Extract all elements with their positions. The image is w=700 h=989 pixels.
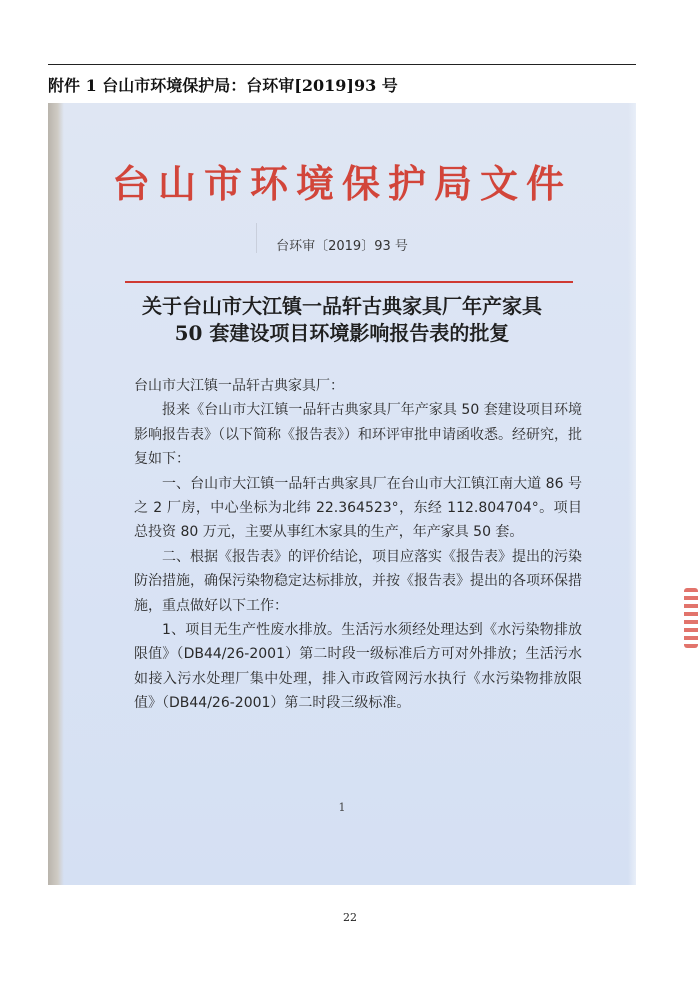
- body-paragraph: 一、台山市大江镇一品轩古典家具厂在台山市大江镇江南大道 86 号之 2 厂房，中心坐标为北纬 22.364523°，东经 112.804704°。项目总投资 80 万元，主要从事红木家具的生产，年产家具 50 套。: [134, 475, 582, 541]
- scan-page-number: 1: [338, 801, 346, 814]
- red-separator-rule: [125, 281, 573, 283]
- body-paragraph: 1、项目无生产性废水排放。生活污水须经处理达到《水污染物排放限值》（DB44/26-2001）第二时段一级标准后方可对外排放；生活污水如接入污水处理厂集中处理，排入市政管网污水执行《水污染物排放限值》（DB44/26-2001）第二时段三级标准。: [134, 622, 582, 712]
- salutation: 台山市大江镇一品轩古典家具厂：: [134, 378, 344, 394]
- page-number: 22: [343, 911, 357, 924]
- scanned-document: [48, 103, 636, 885]
- annex-label: 附件 1 台山市环境保护局：台环审[2019]93 号: [48, 76, 398, 95]
- document-title-line-2: 50 套建设项目环境影响报告表的批复: [174, 321, 510, 345]
- scan-shadow-edge: [48, 103, 64, 885]
- body-paragraph: 报来《台山市大江镇一品轩古典家具厂年产家具 50 套建设项目环境影响报告表》（以下简称《报告表》）和环评审批申请函收悉。经研究，批复如下：: [134, 402, 582, 468]
- document-body: [134, 374, 582, 716]
- document-title-line-1: 关于台山市大江镇一品轩古典家具厂年产家具: [142, 294, 542, 318]
- body-paragraph: 二、根据《报告表》的评价结论，项目应落实《报告表》提出的污染防治措施，确保污染物稳定达标排放，并按《报告表》提出的各项环保措施，重点做好以下工作：: [134, 548, 582, 614]
- scan-light-edge: [628, 103, 636, 885]
- issuer-header: 台山市环境保护局文件: [111, 161, 572, 206]
- seal-edge-fragment: [684, 588, 698, 648]
- header-rule: [48, 64, 636, 65]
- document-number: 台环审〔2019〕93 号: [276, 239, 408, 254]
